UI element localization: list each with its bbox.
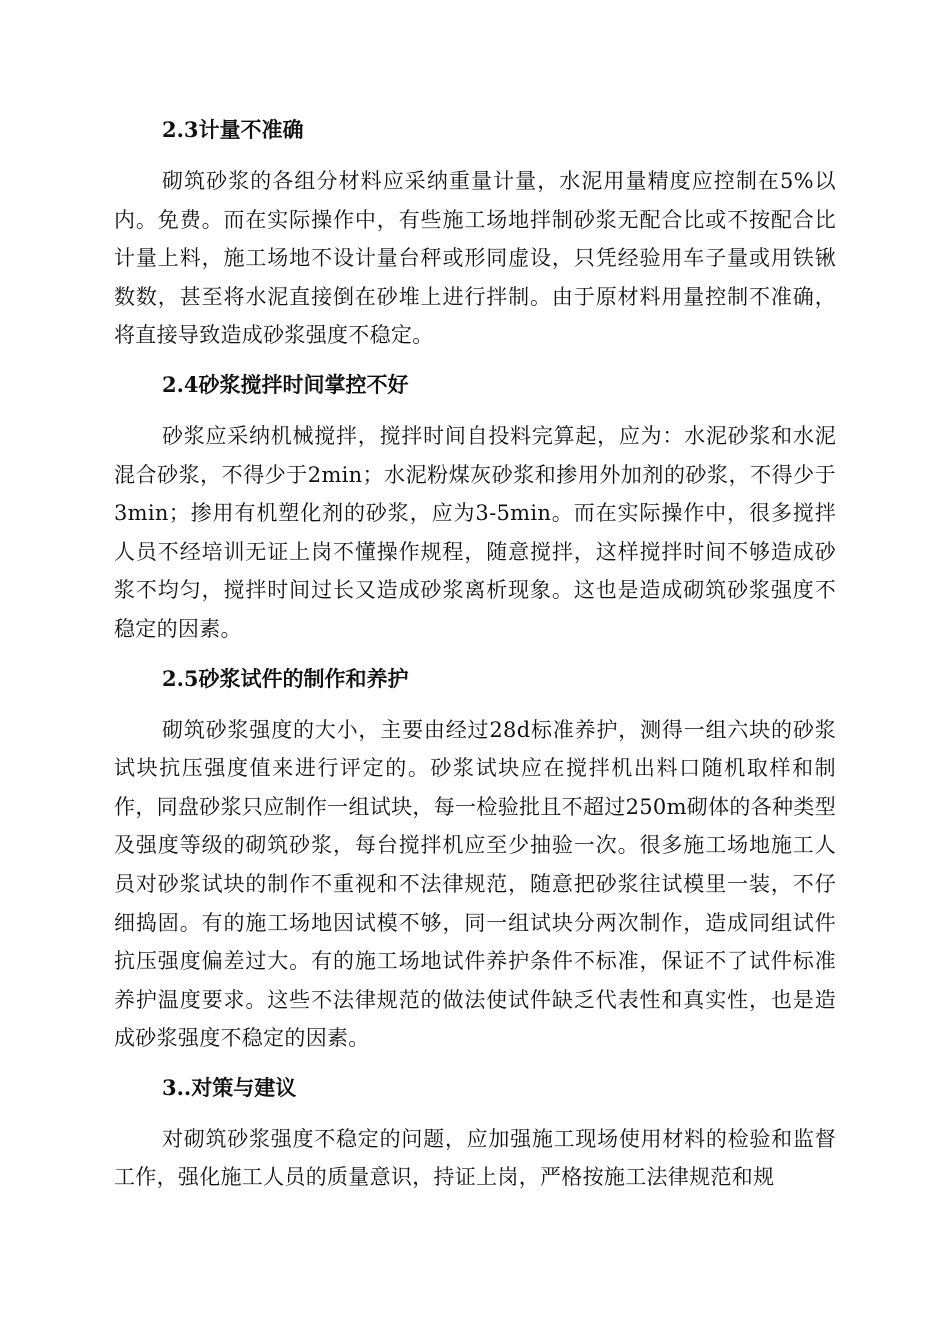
section-heading: 2.5砂浆试件的制作和养护 xyxy=(162,665,409,691)
section-paragraph: 砂浆应采纳机械搅拌，搅拌时间自投料完算起，应为：水泥砂浆和水泥混合砂浆，不得少于2min；水泥粉煤灰砂浆和掺用外加剂的砂浆，不得少于3min；掺用有机塑化剂的砂浆，应为3-5min。而在实际操作中，很多搅拌人员不经培训无证上岗不懂操作规程，随意搅拌，这样搅拌时间不够造成砂浆不均匀，搅拌时间过长又造成砂浆离析现象。这也是造成砌筑砂浆强度不稳定的因素。 xyxy=(114,423,836,641)
section-heading: 2.3计量不准确 xyxy=(162,117,304,142)
section-heading: 2.4砂浆搅拌时间掌控不好 xyxy=(162,371,409,397)
document-body xyxy=(114,108,836,1197)
section-paragraph: 砌筑砂浆强度的大小，主要由经过28d标准养护，测得一组六块的砂浆试块抗压强度值来进行评定的。砂浆试块应在搅拌机出料口随机取样和制作，同盘砂浆只应制作一组试块，每一检验批且不超过250m砌体的各种类型及强度等级的砌筑砂浆，每台搅拌机应至少抽验一次。很多施工场地施工人员对砂浆试块的制作不重视和不法律规范，随意把砂浆往试模里一装，不仔细捣固。有的施工场地因试模不够，同一组试块分两次制作，造成同组试件抗压强度偏差过大。有的施工场地试件养护条件不标准，保证不了试件标准养护温度要求。这些不法律规范的做法使试件缺乏代表性和真实性，也是造成砂浆强度不稳定的因素。 xyxy=(114,717,836,1051)
section-paragraph: 对砌筑砂浆强度不稳定的问题，应加强施工现场使用材料的检验和监督工作，强化施工人员的质量意识，持证上岗，严格按施工法律规范和规 xyxy=(114,1126,836,1190)
section-paragraph: 砌筑砂浆的各组分材料应采纳重量计量，水泥用量精度应控制在5%以内。免费。而在实际操作中，有些施工场地拌制砂浆无配合比或不按配合比计量上料，施工场地不设计量台秤或形同虚设，只凭经验用车子量或用铁锹数数，甚至将水泥直接倒在砂堆上进行拌制。由于原材料用量控制不准确，将直接导致造成砂浆强度不稳定。 xyxy=(114,169,836,348)
section-heading: 3..对策与建议 xyxy=(162,1074,297,1100)
